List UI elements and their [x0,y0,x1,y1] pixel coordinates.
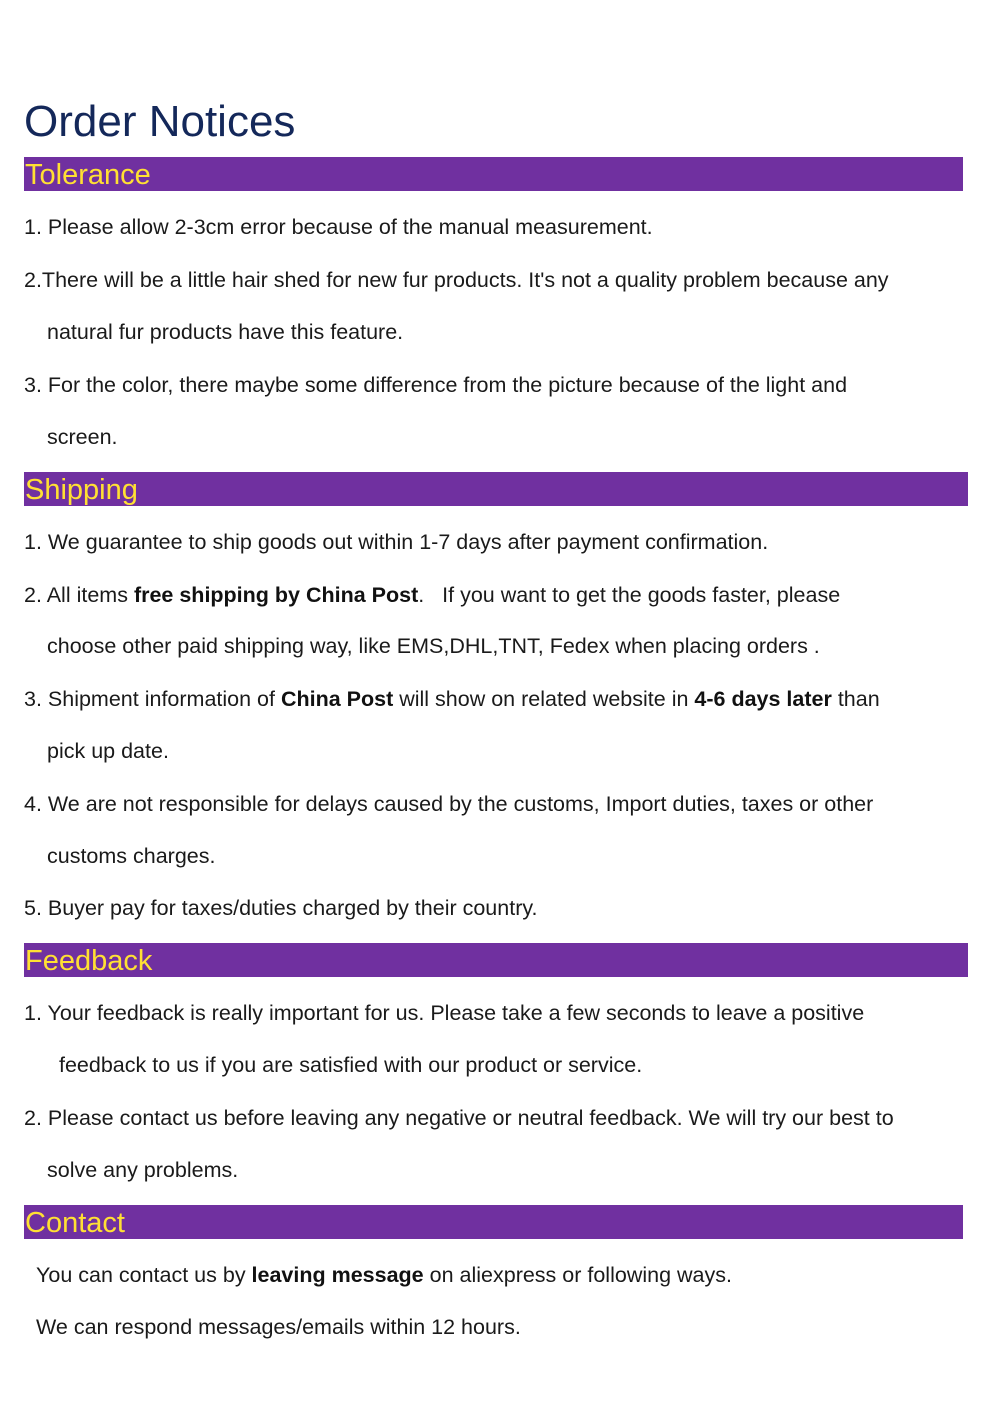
section-header-shipping [24,472,968,506]
contact-line-1-emphasis: leaving message [251,1263,424,1287]
section-header-feedback [24,943,968,977]
section-header-tolerance [24,157,963,191]
section-header-contact [24,1205,963,1239]
shipping-item-1: 1. We guarantee to ship goods out within 1-7 days after payment confirmation. [24,530,769,554]
section-title-contact: Contact [25,1207,125,1239]
shipping-item-3-suffix: than [831,687,880,711]
section-title-tolerance: Tolerance [25,159,151,191]
contact-line-2: We can respond messages/emails within 12 hours. [36,1315,521,1339]
section-title-shipping: Shipping [25,474,138,506]
shipping-item-2-prefix: 2. All items [24,583,134,607]
shipping-item-4-cont: customs charges. [47,844,216,868]
shipping-item-2-emphasis: free shipping by China Post [133,583,419,607]
tolerance-item-1: 1. Please allow 2-3cm error because of the manual measurement. [24,215,653,239]
contact-line-1-prefix: You can contact us by [36,1263,252,1287]
section-title-feedback: Feedback [25,945,153,977]
shipping-item-3-emphasis-carrier: China Post [280,687,394,711]
contact-line-1 [36,1260,732,1290]
tolerance-item-3: 3. For the color, there maybe some difference from the picture because of the light and [24,373,848,397]
shipping-item-3 [24,684,880,714]
feedback-item-1-cont: feedback to us if you are satisfied with our product or service. [59,1053,643,1077]
tolerance-item-2: 2.There will be a little hair shed for new fur products. It's not a quality problem because any [24,268,889,292]
page-title: Order Notices [24,97,296,146]
feedback-item-1: 1. Your feedback is really important for us. Please take a few seconds to leave a positive [24,1001,865,1025]
shipping-item-3-middle: will show on related website in [393,687,695,711]
shipping-item-3-prefix: 3. Shipment information of [24,687,281,711]
shipping-item-2-cont: choose other paid shipping way, like EMS,DHL,TNT, Fedex when placing orders . [47,634,820,658]
contact-line-1-suffix: on aliexpress or following ways. [423,1263,732,1287]
tolerance-item-3-cont: screen. [47,425,118,449]
tolerance-item-2-cont: natural fur products have this feature. [47,320,404,344]
shipping-item-3-cont: pick up date. [47,739,169,763]
shipping-item-5: 5. Buyer pay for taxes/duties charged by their country. [24,896,538,920]
shipping-item-2-suffix: . If you want to get the goods faster, please [418,583,841,607]
feedback-item-2: 2. Please contact us before leaving any negative or neutral feedback. We will try our best to [24,1106,894,1130]
feedback-item-2-cont: solve any problems. [47,1158,239,1182]
shipping-item-2 [24,580,840,610]
shipping-item-4: 4. We are not responsible for delays caused by the customs, Import duties, taxes or other [24,792,874,816]
shipping-item-3-emphasis-days: 4-6 days later [694,687,832,711]
